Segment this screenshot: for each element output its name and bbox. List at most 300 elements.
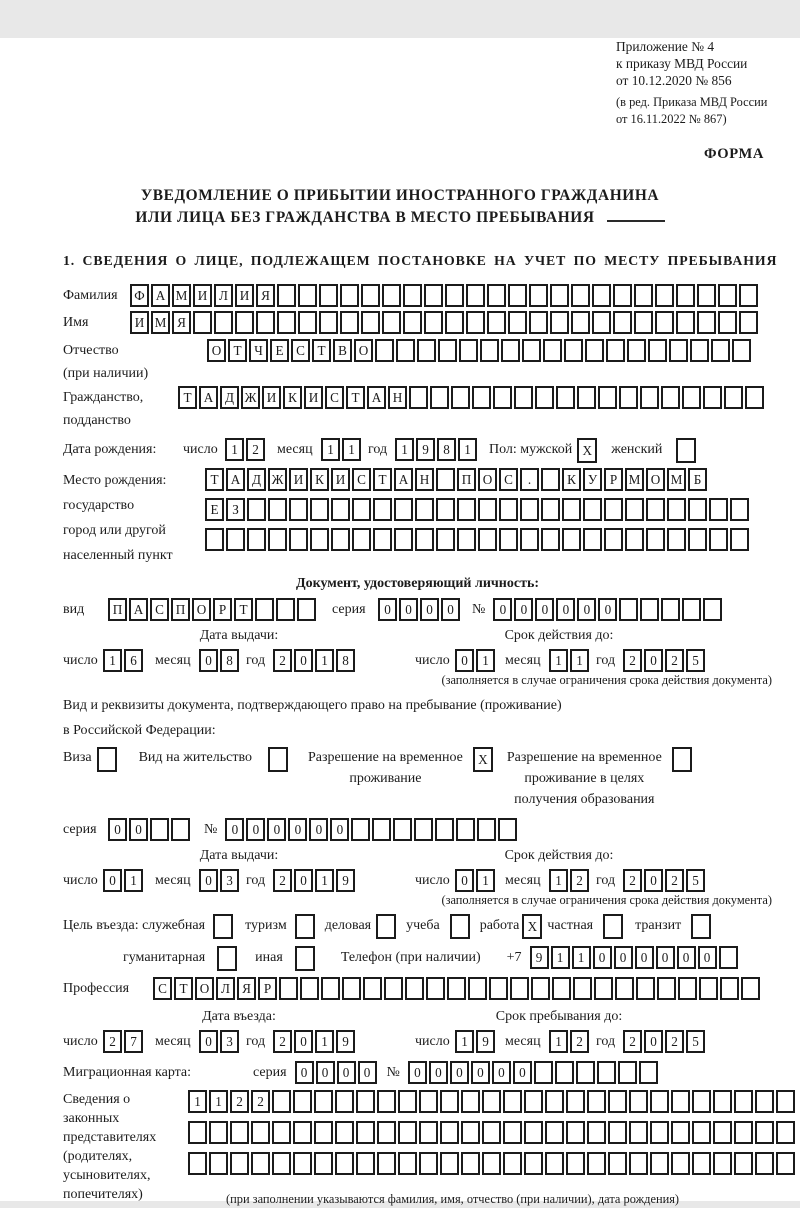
profession-cell-25[interactable]: [657, 977, 676, 1000]
profession-cell-18[interactable]: [510, 977, 529, 1000]
birth-place-line2-cell-11[interactable]: [415, 498, 434, 521]
permit-valid-month-cell-1[interactable]: 1: [549, 869, 568, 892]
permit-number-cell-9[interactable]: [393, 818, 412, 841]
birth-place-line1-cell-21[interactable]: М: [625, 468, 644, 491]
surname-cell-4[interactable]: И: [193, 284, 212, 307]
citizenship-cell-20[interactable]: [577, 386, 596, 409]
migration-card-number-cell-12[interactable]: [639, 1061, 658, 1084]
citizenship-cell-28[interactable]: [745, 386, 764, 409]
doc-number-cell-8[interactable]: [640, 598, 659, 621]
citizenship-cell-6[interactable]: К: [283, 386, 302, 409]
birth-day-cell-2[interactable]: 2: [246, 438, 265, 461]
purpose-transit-checkbox[interactable]: [691, 914, 711, 939]
phone-cell-7[interactable]: 0: [656, 946, 675, 969]
legal-representatives-line1-cell-9[interactable]: [356, 1090, 375, 1113]
birth-place-line1-cell-11[interactable]: Н: [415, 468, 434, 491]
permit-valid-year-cell-4[interactable]: 5: [686, 869, 705, 892]
permit-series-cell-1[interactable]: 0: [108, 818, 127, 841]
doc-issue-day-cell-1[interactable]: 1: [103, 649, 122, 672]
entry-year-cell-1[interactable]: 2: [273, 1030, 292, 1053]
migration-card-number-cell-11[interactable]: [618, 1061, 637, 1084]
doc-series-cell-4[interactable]: 0: [441, 598, 460, 621]
permit-issue-year-cell-2[interactable]: 0: [294, 869, 313, 892]
legal-representatives-line2-cell-27[interactable]: [734, 1121, 753, 1144]
permit-number-cell-6[interactable]: 0: [330, 818, 349, 841]
given-name-cell-28[interactable]: [697, 311, 716, 334]
legal-representatives-line1-cell-20[interactable]: [587, 1090, 606, 1113]
legal-representatives-line1-cell-2[interactable]: 1: [209, 1090, 228, 1113]
phone-cell-8[interactable]: 0: [677, 946, 696, 969]
doc-number-cell-3[interactable]: 0: [535, 598, 554, 621]
birth-place-line2-cell-26[interactable]: [730, 498, 749, 521]
legal-representatives-line3-cell-15[interactable]: [482, 1152, 501, 1175]
surname-cell-9[interactable]: [298, 284, 317, 307]
patronymic-cell-3[interactable]: Ч: [249, 339, 268, 362]
legal-representatives-line3-cell-7[interactable]: [314, 1152, 333, 1175]
legal-representatives-line2-cell-17[interactable]: [524, 1121, 543, 1144]
legal-representatives-line1-cell-3[interactable]: 2: [230, 1090, 249, 1113]
birth-place-line2-cell-24[interactable]: [688, 498, 707, 521]
profession-cell-16[interactable]: [468, 977, 487, 1000]
permit-number-cell-2[interactable]: 0: [246, 818, 265, 841]
profession-cell-8[interactable]: [300, 977, 319, 1000]
birth-place-line2-cell-17[interactable]: [541, 498, 560, 521]
birth-place-line1-cell-5[interactable]: И: [289, 468, 308, 491]
birth-place-line1-cell-22[interactable]: О: [646, 468, 665, 491]
entry-month-cell-1[interactable]: 0: [199, 1030, 218, 1053]
stay-year-cell-4[interactable]: 5: [686, 1030, 705, 1053]
profession-cell-23[interactable]: [615, 977, 634, 1000]
birth-place-line3-cell-19[interactable]: [583, 528, 602, 551]
doc-type-cell-5[interactable]: О: [192, 598, 211, 621]
doc-type-cell-9[interactable]: [276, 598, 295, 621]
given-name-cell-22[interactable]: [571, 311, 590, 334]
entry-month-cell-2[interactable]: 3: [220, 1030, 239, 1053]
migration-card-series-cell-3[interactable]: 0: [337, 1061, 356, 1084]
doc-valid-year-cell-3[interactable]: 2: [665, 649, 684, 672]
permit-series-cell-3[interactable]: [150, 818, 169, 841]
patronymic-cell-12[interactable]: [438, 339, 457, 362]
legal-representatives-line3-cell-17[interactable]: [524, 1152, 543, 1175]
surname-cell-30[interactable]: [739, 284, 758, 307]
patronymic-cell-23[interactable]: [669, 339, 688, 362]
legal-representatives-line2-cell-23[interactable]: [650, 1121, 669, 1144]
surname-cell-6[interactable]: И: [235, 284, 254, 307]
given-name-cell-30[interactable]: [739, 311, 758, 334]
doc-type-cell-3[interactable]: С: [150, 598, 169, 621]
legal-representatives-line3-cell-20[interactable]: [587, 1152, 606, 1175]
permit-issue-year-cell-3[interactable]: 1: [315, 869, 334, 892]
patronymic-cell-5[interactable]: С: [291, 339, 310, 362]
patronymic-cell-14[interactable]: [480, 339, 499, 362]
profession-cell-24[interactable]: [636, 977, 655, 1000]
patronymic-cell-19[interactable]: [585, 339, 604, 362]
birth-year-cell-2[interactable]: 9: [416, 438, 435, 461]
legal-representatives-line2-cell-18[interactable]: [545, 1121, 564, 1144]
legal-representatives-line1-cell-14[interactable]: [461, 1090, 480, 1113]
legal-representatives-line2-cell-14[interactable]: [461, 1121, 480, 1144]
legal-representatives-line2-cell-26[interactable]: [713, 1121, 732, 1144]
legal-representatives-line3-cell-23[interactable]: [650, 1152, 669, 1175]
permit-valid-year-cell-2[interactable]: 0: [644, 869, 663, 892]
doc-number-cell-6[interactable]: 0: [598, 598, 617, 621]
given-name-cell-8[interactable]: [277, 311, 296, 334]
birth-place-line2-cell-8[interactable]: [352, 498, 371, 521]
given-name-cell-15[interactable]: [424, 311, 443, 334]
permit-number-cell-8[interactable]: [372, 818, 391, 841]
profession-cell-4[interactable]: Л: [216, 977, 235, 1000]
given-name-cell-24[interactable]: [613, 311, 632, 334]
phone-cell-10[interactable]: [719, 946, 738, 969]
legal-representatives-line2-cell-8[interactable]: [335, 1121, 354, 1144]
birth-place-line1-cell-23[interactable]: М: [667, 468, 686, 491]
patronymic-cell-15[interactable]: [501, 339, 520, 362]
patronymic-cell-26[interactable]: [732, 339, 751, 362]
birth-place-line3-cell-12[interactable]: [436, 528, 455, 551]
birth-place-line1-cell-20[interactable]: Р: [604, 468, 623, 491]
birth-place-line1-cell-2[interactable]: А: [226, 468, 245, 491]
surname-cell-23[interactable]: [592, 284, 611, 307]
permit-number-cell-11[interactable]: [435, 818, 454, 841]
birth-place-line1-cell-14[interactable]: О: [478, 468, 497, 491]
legal-representatives-line2-cell-10[interactable]: [377, 1121, 396, 1144]
legal-representatives-line3-cell-18[interactable]: [545, 1152, 564, 1175]
citizenship-cell-10[interactable]: А: [367, 386, 386, 409]
citizenship-cell-9[interactable]: Т: [346, 386, 365, 409]
surname-cell-29[interactable]: [718, 284, 737, 307]
permit-valid-year-cell-3[interactable]: 2: [665, 869, 684, 892]
citizenship-cell-24[interactable]: [661, 386, 680, 409]
legal-representatives-line2-cell-22[interactable]: [629, 1121, 648, 1144]
profession-cell-29[interactable]: [741, 977, 760, 1000]
citizenship-cell-5[interactable]: И: [262, 386, 281, 409]
surname-cell-3[interactable]: М: [172, 284, 191, 307]
legal-representatives-line3-cell-9[interactable]: [356, 1152, 375, 1175]
legal-representatives-line3-cell-16[interactable]: [503, 1152, 522, 1175]
birth-place-line1-cell-17[interactable]: [541, 468, 560, 491]
patronymic-cell-21[interactable]: [627, 339, 646, 362]
surname-cell-28[interactable]: [697, 284, 716, 307]
legal-representatives-line1-cell-16[interactable]: [503, 1090, 522, 1113]
patronymic-cell-17[interactable]: [543, 339, 562, 362]
stay-month-cell-1[interactable]: 1: [549, 1030, 568, 1053]
birth-place-line3-cell-26[interactable]: [730, 528, 749, 551]
birth-place-line2-cell-3[interactable]: [247, 498, 266, 521]
legal-representatives-line3-cell-12[interactable]: [419, 1152, 438, 1175]
legal-representatives-line3-cell-24[interactable]: [671, 1152, 690, 1175]
surname-cell-12[interactable]: [361, 284, 380, 307]
legal-representatives-line2-cell-7[interactable]: [314, 1121, 333, 1144]
migration-card-number-cell-10[interactable]: [597, 1061, 616, 1084]
birth-place-line1-cell-1[interactable]: Т: [205, 468, 224, 491]
permit-issue-month-cell-2[interactable]: 3: [220, 869, 239, 892]
birth-place-line3-cell-1[interactable]: [205, 528, 224, 551]
legal-representatives-line1-cell-7[interactable]: [314, 1090, 333, 1113]
permit-number-cell-1[interactable]: 0: [225, 818, 244, 841]
doc-type-cell-6[interactable]: Р: [213, 598, 232, 621]
profession-cell-9[interactable]: [321, 977, 340, 1000]
birth-place-line1-cell-9[interactable]: Т: [373, 468, 392, 491]
legal-representatives-line3-cell-4[interactable]: [251, 1152, 270, 1175]
citizenship-cell-1[interactable]: Т: [178, 386, 197, 409]
given-name-cell-4[interactable]: [193, 311, 212, 334]
legal-representatives-line1-cell-15[interactable]: [482, 1090, 501, 1113]
legal-representatives-line2-cell-20[interactable]: [587, 1121, 606, 1144]
legal-representatives-line1-cell-28[interactable]: [755, 1090, 774, 1113]
legal-representatives-line3-cell-8[interactable]: [335, 1152, 354, 1175]
migration-card-series-cell-2[interactable]: 0: [316, 1061, 335, 1084]
birth-place-line3-cell-11[interactable]: [415, 528, 434, 551]
temp-residence-checkbox[interactable]: X: [473, 747, 493, 772]
permit-issue-year-cell-1[interactable]: 2: [273, 869, 292, 892]
legal-representatives-line1-cell-10[interactable]: [377, 1090, 396, 1113]
legal-representatives-line3-cell-27[interactable]: [734, 1152, 753, 1175]
patronymic-cell-16[interactable]: [522, 339, 541, 362]
profession-cell-14[interactable]: [426, 977, 445, 1000]
entry-day-cell-1[interactable]: 2: [103, 1030, 122, 1053]
legal-representatives-line2-cell-6[interactable]: [293, 1121, 312, 1144]
surname-cell-10[interactable]: [319, 284, 338, 307]
patronymic-cell-18[interactable]: [564, 339, 583, 362]
given-name-cell-9[interactable]: [298, 311, 317, 334]
legal-representatives-line1-cell-4[interactable]: 2: [251, 1090, 270, 1113]
legal-representatives-line1-cell-12[interactable]: [419, 1090, 438, 1113]
birth-place-line2-cell-21[interactable]: [625, 498, 644, 521]
legal-representatives-line1-cell-23[interactable]: [650, 1090, 669, 1113]
stay-day-cell-2[interactable]: 9: [476, 1030, 495, 1053]
permit-valid-month-cell-2[interactable]: 2: [570, 869, 589, 892]
citizenship-cell-11[interactable]: Н: [388, 386, 407, 409]
doc-number-cell-4[interactable]: 0: [556, 598, 575, 621]
legal-representatives-line1-cell-24[interactable]: [671, 1090, 690, 1113]
legal-representatives-line3-cell-19[interactable]: [566, 1152, 585, 1175]
citizenship-cell-13[interactable]: [430, 386, 449, 409]
phone-cell-5[interactable]: 0: [614, 946, 633, 969]
legal-representatives-line1-cell-27[interactable]: [734, 1090, 753, 1113]
doc-type-cell-10[interactable]: [297, 598, 316, 621]
doc-type-cell-1[interactable]: П: [108, 598, 127, 621]
doc-number-cell-7[interactable]: [619, 598, 638, 621]
legal-representatives-line1-cell-11[interactable]: [398, 1090, 417, 1113]
surname-cell-24[interactable]: [613, 284, 632, 307]
purpose-official-checkbox[interactable]: [213, 914, 233, 939]
birth-place-line3-cell-6[interactable]: [310, 528, 329, 551]
birth-place-line1-cell-4[interactable]: Ж: [268, 468, 287, 491]
patronymic-cell-9[interactable]: [375, 339, 394, 362]
migration-card-number-cell-9[interactable]: [576, 1061, 595, 1084]
legal-representatives-line2-cell-28[interactable]: [755, 1121, 774, 1144]
surname-cell-25[interactable]: [634, 284, 653, 307]
permit-valid-day-cell-2[interactable]: 1: [476, 869, 495, 892]
birth-place-line2-cell-9[interactable]: [373, 498, 392, 521]
birth-place-line3-cell-4[interactable]: [268, 528, 287, 551]
permit-issue-day-cell-2[interactable]: 1: [124, 869, 143, 892]
patronymic-cell-8[interactable]: О: [354, 339, 373, 362]
surname-cell-2[interactable]: А: [151, 284, 170, 307]
legal-representatives-line1-cell-6[interactable]: [293, 1090, 312, 1113]
profession-cell-17[interactable]: [489, 977, 508, 1000]
citizenship-cell-8[interactable]: С: [325, 386, 344, 409]
permit-number-cell-7[interactable]: [351, 818, 370, 841]
surname-cell-26[interactable]: [655, 284, 674, 307]
citizenship-cell-27[interactable]: [724, 386, 743, 409]
given-name-cell-27[interactable]: [676, 311, 695, 334]
given-name-cell-16[interactable]: [445, 311, 464, 334]
birth-place-line3-cell-10[interactable]: [394, 528, 413, 551]
legal-representatives-line2-cell-21[interactable]: [608, 1121, 627, 1144]
entry-year-cell-4[interactable]: 9: [336, 1030, 355, 1053]
birth-place-line1-cell-15[interactable]: С: [499, 468, 518, 491]
birth-place-line3-cell-21[interactable]: [625, 528, 644, 551]
surname-cell-15[interactable]: [424, 284, 443, 307]
legal-representatives-line1-cell-22[interactable]: [629, 1090, 648, 1113]
birth-place-line3-cell-22[interactable]: [646, 528, 665, 551]
birth-place-line2-cell-14[interactable]: [478, 498, 497, 521]
patronymic-cell-6[interactable]: Т: [312, 339, 331, 362]
legal-representatives-line3-cell-3[interactable]: [230, 1152, 249, 1175]
doc-series-cell-3[interactable]: 0: [420, 598, 439, 621]
edu-residence-checkbox[interactable]: [672, 747, 692, 772]
birth-place-line1-cell-16[interactable]: .: [520, 468, 539, 491]
permit-number-cell-4[interactable]: 0: [288, 818, 307, 841]
surname-cell-13[interactable]: [382, 284, 401, 307]
legal-representatives-line2-cell-4[interactable]: [251, 1121, 270, 1144]
birth-place-line2-cell-25[interactable]: [709, 498, 728, 521]
legal-representatives-line2-cell-19[interactable]: [566, 1121, 585, 1144]
legal-representatives-line3-cell-28[interactable]: [755, 1152, 774, 1175]
given-name-cell-14[interactable]: [403, 311, 422, 334]
birth-place-line3-cell-3[interactable]: [247, 528, 266, 551]
purpose-humanitarian-checkbox[interactable]: [217, 946, 237, 971]
birth-place-line3-cell-23[interactable]: [667, 528, 686, 551]
doc-issue-year-cell-3[interactable]: 1: [315, 649, 334, 672]
permit-valid-year-cell-1[interactable]: 2: [623, 869, 642, 892]
phone-cell-9[interactable]: 0: [698, 946, 717, 969]
entry-day-cell-2[interactable]: 7: [124, 1030, 143, 1053]
birth-place-line2-cell-4[interactable]: [268, 498, 287, 521]
profession-cell-3[interactable]: О: [195, 977, 214, 1000]
permit-valid-day-cell-1[interactable]: 0: [455, 869, 474, 892]
birth-place-line3-cell-7[interactable]: [331, 528, 350, 551]
purpose-study-checkbox[interactable]: [450, 914, 470, 939]
birth-place-line2-cell-12[interactable]: [436, 498, 455, 521]
legal-representatives-line2-cell-24[interactable]: [671, 1121, 690, 1144]
given-name-cell-20[interactable]: [529, 311, 548, 334]
legal-representatives-line3-cell-2[interactable]: [209, 1152, 228, 1175]
citizenship-cell-15[interactable]: [472, 386, 491, 409]
migration-card-number-cell-6[interactable]: 0: [513, 1061, 532, 1084]
permit-number-cell-12[interactable]: [456, 818, 475, 841]
doc-number-cell-9[interactable]: [661, 598, 680, 621]
citizenship-cell-7[interactable]: И: [304, 386, 323, 409]
birth-place-line1-cell-19[interactable]: У: [583, 468, 602, 491]
doc-number-cell-10[interactable]: [682, 598, 701, 621]
permit-issue-month-cell-1[interactable]: 0: [199, 869, 218, 892]
doc-number-cell-5[interactable]: 0: [577, 598, 596, 621]
given-name-cell-11[interactable]: [340, 311, 359, 334]
legal-representatives-line1-cell-29[interactable]: [776, 1090, 795, 1113]
patronymic-cell-20[interactable]: [606, 339, 625, 362]
surname-cell-8[interactable]: [277, 284, 296, 307]
legal-representatives-line1-cell-5[interactable]: [272, 1090, 291, 1113]
legal-representatives-line2-cell-9[interactable]: [356, 1121, 375, 1144]
permit-number-cell-14[interactable]: [498, 818, 517, 841]
birth-place-line2-cell-7[interactable]: [331, 498, 350, 521]
permit-series-cell-2[interactable]: 0: [129, 818, 148, 841]
doc-valid-month-cell-2[interactable]: 1: [570, 649, 589, 672]
legal-representatives-line2-cell-2[interactable]: [209, 1121, 228, 1144]
birth-place-line1-cell-18[interactable]: К: [562, 468, 581, 491]
birth-place-line3-cell-8[interactable]: [352, 528, 371, 551]
legal-representatives-line1-cell-25[interactable]: [692, 1090, 711, 1113]
patronymic-cell-10[interactable]: [396, 339, 415, 362]
sex-female-checkbox[interactable]: [676, 438, 696, 463]
profession-cell-1[interactable]: С: [153, 977, 172, 1000]
citizenship-cell-16[interactable]: [493, 386, 512, 409]
doc-issue-year-cell-2[interactable]: 0: [294, 649, 313, 672]
birth-place-line1-cell-3[interactable]: Д: [247, 468, 266, 491]
surname-cell-7[interactable]: Я: [256, 284, 275, 307]
sex-male-checkbox[interactable]: X: [577, 438, 597, 463]
stay-day-cell-1[interactable]: 1: [455, 1030, 474, 1053]
migration-card-number-cell-5[interactable]: 0: [492, 1061, 511, 1084]
legal-representatives-line1-cell-17[interactable]: [524, 1090, 543, 1113]
birth-place-line3-cell-25[interactable]: [709, 528, 728, 551]
patronymic-cell-2[interactable]: Т: [228, 339, 247, 362]
birth-place-line3-cell-24[interactable]: [688, 528, 707, 551]
surname-cell-17[interactable]: [466, 284, 485, 307]
surname-cell-21[interactable]: [550, 284, 569, 307]
given-name-cell-29[interactable]: [718, 311, 737, 334]
citizenship-cell-23[interactable]: [640, 386, 659, 409]
purpose-business-checkbox[interactable]: [376, 914, 396, 939]
patronymic-cell-25[interactable]: [711, 339, 730, 362]
profession-cell-5[interactable]: Я: [237, 977, 256, 1000]
doc-type-cell-2[interactable]: А: [129, 598, 148, 621]
profession-cell-26[interactable]: [678, 977, 697, 1000]
patronymic-cell-4[interactable]: Е: [270, 339, 289, 362]
given-name-cell-7[interactable]: [256, 311, 275, 334]
birth-place-line1-cell-8[interactable]: С: [352, 468, 371, 491]
doc-issue-month-cell-1[interactable]: 0: [199, 649, 218, 672]
citizenship-cell-4[interactable]: Ж: [241, 386, 260, 409]
birth-year-cell-3[interactable]: 8: [437, 438, 456, 461]
migration-card-series-cell-1[interactable]: 0: [295, 1061, 314, 1084]
profession-cell-2[interactable]: Т: [174, 977, 193, 1000]
phone-cell-1[interactable]: 9: [530, 946, 549, 969]
birth-place-line2-cell-15[interactable]: [499, 498, 518, 521]
legal-representatives-line2-cell-12[interactable]: [419, 1121, 438, 1144]
birth-place-line3-cell-18[interactable]: [562, 528, 581, 551]
birth-place-line2-cell-22[interactable]: [646, 498, 665, 521]
surname-cell-20[interactable]: [529, 284, 548, 307]
legal-representatives-line3-cell-5[interactable]: [272, 1152, 291, 1175]
migration-card-number-cell-1[interactable]: 0: [408, 1061, 427, 1084]
visa-checkbox[interactable]: [97, 747, 117, 772]
legal-representatives-line1-cell-18[interactable]: [545, 1090, 564, 1113]
phone-cell-4[interactable]: 0: [593, 946, 612, 969]
legal-representatives-line1-cell-26[interactable]: [713, 1090, 732, 1113]
birth-place-line2-cell-2[interactable]: З: [226, 498, 245, 521]
doc-number-cell-1[interactable]: 0: [493, 598, 512, 621]
stay-year-cell-3[interactable]: 2: [665, 1030, 684, 1053]
legal-representatives-line3-cell-29[interactable]: [776, 1152, 795, 1175]
birth-place-line2-cell-13[interactable]: [457, 498, 476, 521]
permit-number-cell-13[interactable]: [477, 818, 496, 841]
profession-cell-7[interactable]: [279, 977, 298, 1000]
doc-issue-year-cell-4[interactable]: 8: [336, 649, 355, 672]
legal-representatives-line1-cell-19[interactable]: [566, 1090, 585, 1113]
